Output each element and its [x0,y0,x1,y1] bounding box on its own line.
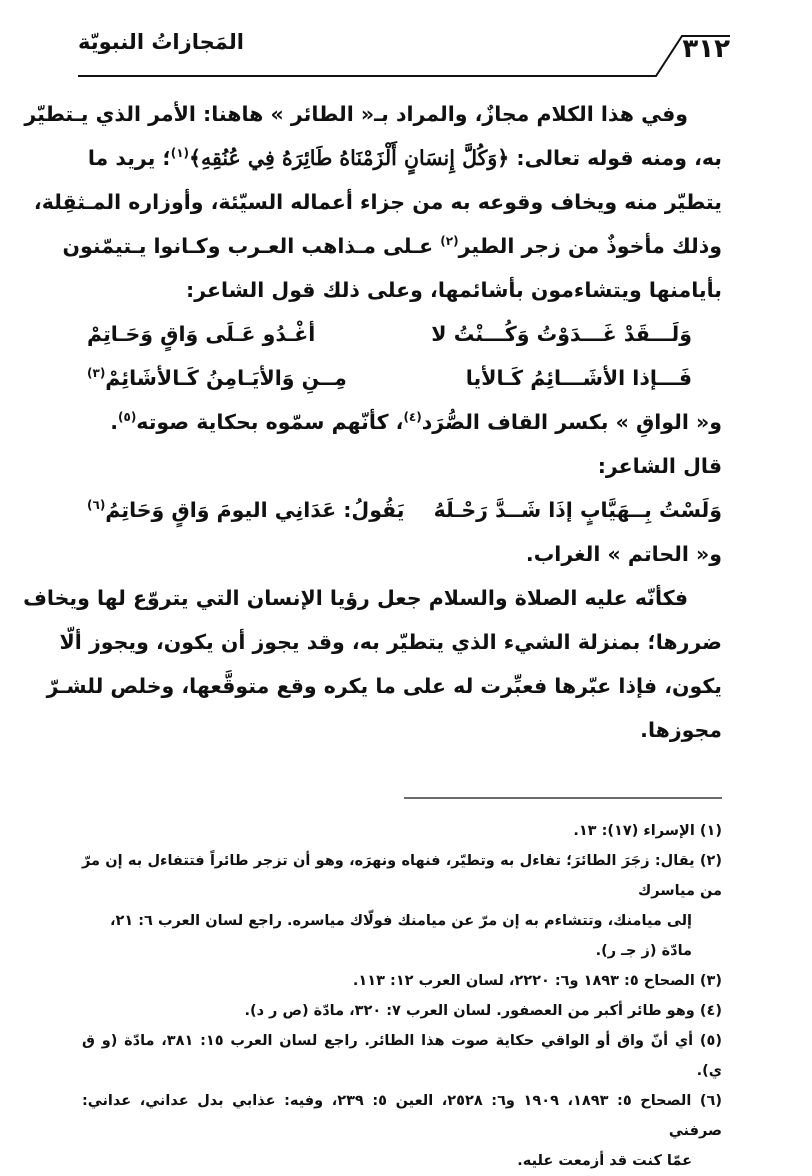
verse-text: يَقُولُ: عَدَانِي اليومَ وَاقٍ وَحَاتِمُ [105,498,405,522]
footnote-6: (٦) الصحاح ٥: ١٨٩٣، ١٩٠٩ و٦: ٢٥٢٨، العين ٥: ٢٣٩، وفيه: عذابي بدل عداني، عداني: صرفني [82,1093,723,1139]
paragraph-text: مجوزها. [640,718,722,742]
footnote-1: (١) الإسراء (١٧): ١٣. [573,823,722,839]
paragraph-text: وذلك مأخوذٌ من زجر الطير [458,234,722,258]
verse-first-hemistich: وَلَـــقَدْ غَـــدَوْتُ وَكُـــنْتُ لا [431,322,692,346]
text-line [59,620,722,664]
footnote-ref[interactable]: (٢) [440,234,459,249]
verse-second-hemistich [87,356,347,400]
footnote-4: (٤) وهو طائر أكبر من العصفور. لسان العرب ٧: ٣٢٠، مادّة (ص ر د). [244,1003,722,1019]
paragraph-text: يكون، فإذا عبّرها فعبِّرت له على ما يكره وقع متوقَّعها، وخلص للشـرّ [46,674,722,698]
page-header [78,28,730,80]
paragraph-text: يتطيّر منه ويخاف وقوعه به من جزاء أعماله السيّئة، وأوزاره المـثقِلة، [33,190,722,214]
verse-second-hemistich: أغْـدُو عَـلَى وَاقٍ وَحَـاتِمْ [87,322,316,346]
paragraph-text: ؛ يريد ما [87,146,171,170]
quran-verse: ﴿وَكُلَّ إِنسَانٍ أَلْزَمْنَاهُ طَائِرَهُ فِي عُنُقِهِ﴾ [189,146,510,170]
footnote-ref[interactable]: (٣) [87,366,106,381]
footnote-5: (٥) أي أنّ واق أو الواقي حكاية صوت هذا الطائر. راجع لسان العرب ١٥: ٣٨١، مادّة (و ق ي). [82,1033,722,1079]
text-line [62,224,722,268]
paragraph-text: و« الحاتم » الغراب. [525,542,722,566]
paragraph-text: بأيامنها ويتشاءمون بأشائمها، وعلى ذلك قول الشاعر: [186,278,722,302]
main-text [23,92,722,752]
footnote-6-continued: عمّا كنت قد أزمعت عليه. [517,1153,692,1169]
text-line [87,400,722,444]
verse-first-hemistich: وَلَسْتُ بِــهَيَّابٍ إذَا شَــدَّ رَحْـلَهُ [433,498,722,522]
footnotes [82,816,722,1176]
running-title: المَجازاتُ النبويّة [78,30,244,54]
verse-second-hemistich [87,488,405,532]
paragraph-text: ، كأنّهم سمّوه بحكاية صوته [136,410,404,434]
text-line [87,444,722,488]
text-line [87,136,722,180]
footnote-ref[interactable]: (١) [170,146,189,161]
footnote-2: (٢) يقال: زجَرَ الطائرَ؛ تفاءل به وتطيّر، فنهاه ونهرَه، وهو أن تزجر طائراً فتتفاءل به إن مرّ من مياسرك [82,853,722,899]
text-line [33,180,722,224]
paragraph-text: قال الشاعر: [597,454,722,478]
text-line [87,708,722,752]
paragraph-text: . [110,410,118,434]
verse-first-hemistich: فَـــإذا الأشَـــائِمُ كَـالأيا [465,366,692,390]
paragraph-text: و« الواقِ » بكسر القاف الصُّرَد [421,410,722,434]
paragraph-text: عـلى مـذاهب العـرب وكـانوا يـتيمّنون [62,234,441,258]
footnote-ref[interactable]: (٥) [118,410,137,425]
verse-text: مِــنِ وَالأيَـامِنُ كَـالأشَائِمْ [105,366,347,390]
text-line [87,532,722,576]
text-line [24,92,722,136]
footnote-ref[interactable]: (٦) [87,498,106,513]
text-line [46,664,722,708]
footnote-ref[interactable]: (٤) [403,410,422,425]
poem-verse [87,356,722,400]
poem-verse [87,488,722,532]
paragraph-text: به، ومنه قوله تعالى: [509,146,722,170]
page-number: ٣١٢ [682,34,730,64]
text-line [23,576,722,620]
poem-verse [87,312,722,356]
footnote-2-continued: إلى ميامنك، وتتشاءم به إن مرّ عن ميامنك فولّاك مياسره. راجع لسان العرب ٦: ٢١، مادّة (ز جـ ر). [109,913,692,959]
text-line [87,268,722,312]
paragraph-text: ضررها؛ بمنزلة الشيء الذي يتطيّر به، وقد يجوز أن يكون، ويجوز ألّا [59,630,722,654]
footnote-3: (٣) الصحاح ٥: ١٨٩٣ و٦: ٢٢٢٠، لسان العرب ١٢: ١١٣. [352,973,722,989]
paragraph-text: فكأنّه عليه الصلاة والسلام جعل رؤيا الإنسان التي يتروّع لها ويخاف [23,586,688,610]
paragraph-text: وفي هذا الكلام مجازٌ، والمراد بـ« الطائر » هاهنا: الأمر الذي يـتطيّر [24,102,688,126]
